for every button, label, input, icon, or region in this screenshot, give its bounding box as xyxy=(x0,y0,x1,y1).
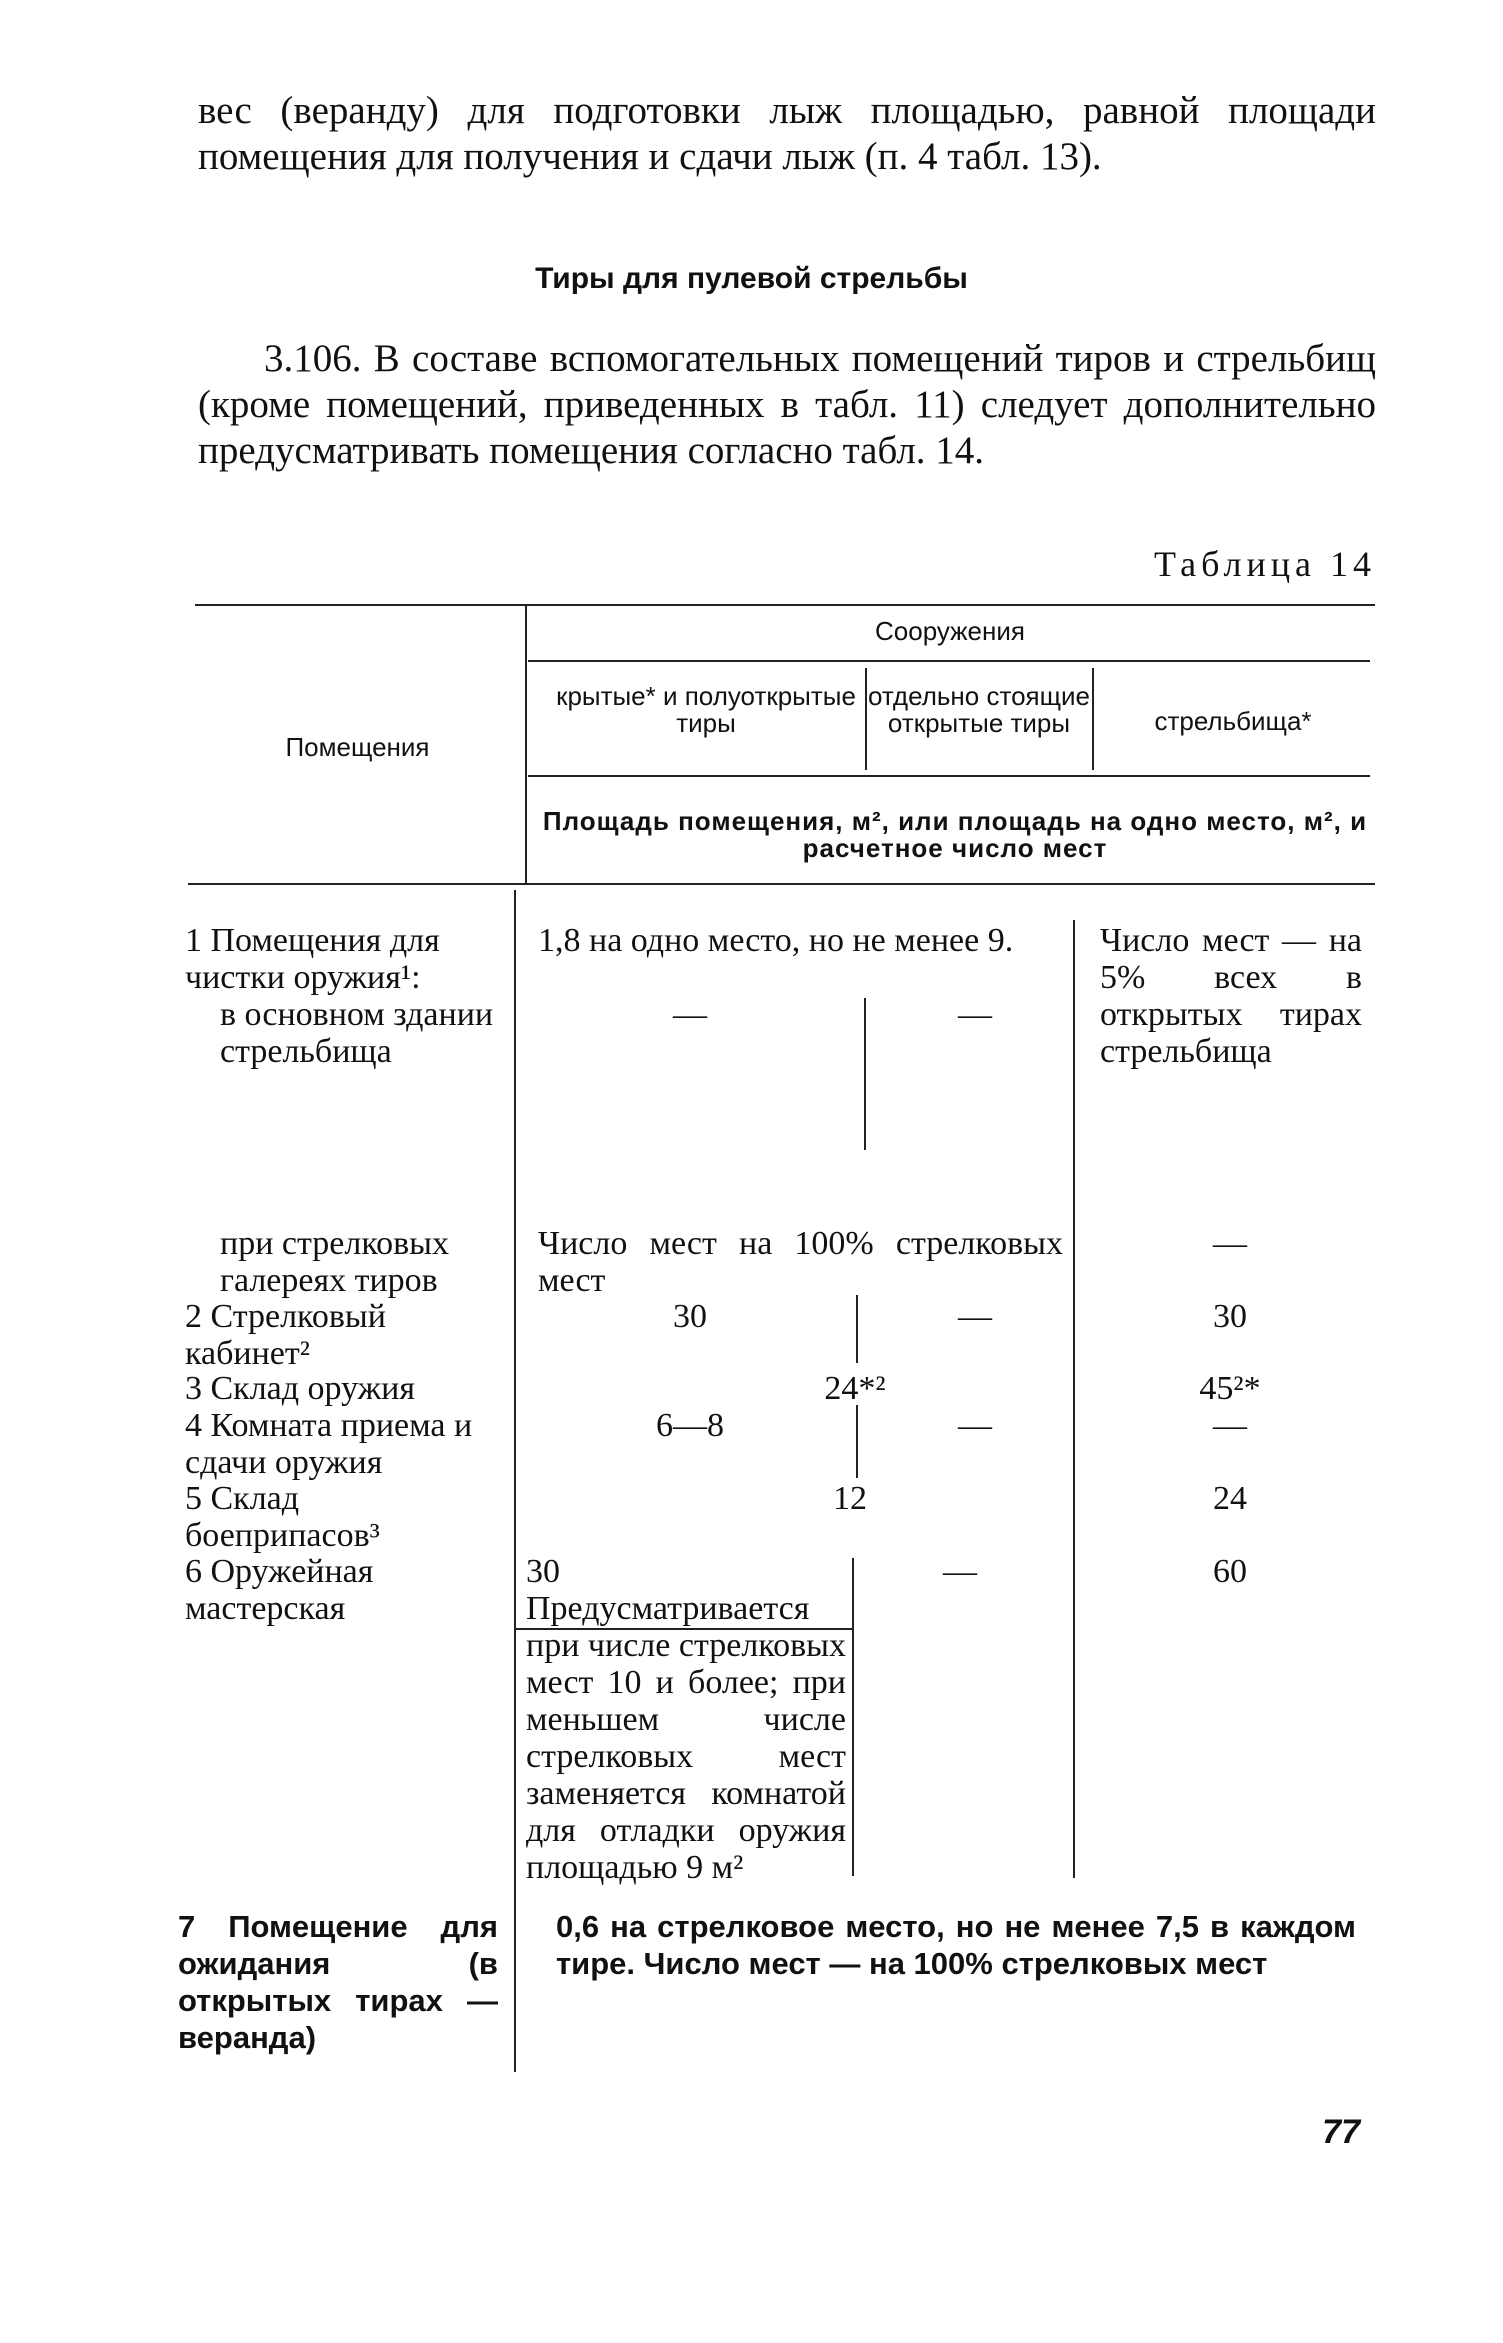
row5-merged: 12 xyxy=(833,1480,867,1517)
row1-dash-b: — xyxy=(958,996,992,1033)
section-heading: Тиры для пулевой стрельбы xyxy=(535,262,968,295)
header-detached-ranges: отдельно стоящие открытые тиры xyxy=(868,681,1090,738)
header-bottom-rule xyxy=(188,883,1375,885)
row4-inner-divider xyxy=(856,1405,858,1478)
row1-covered-value: 1,8 на одно место, но не менее 9. xyxy=(538,922,1014,959)
intro-paragraph: вес (веранду) для подготовки лыж площадью, равной площади помещения для получения и сдачи лыж (п. 4 табл. 13). xyxy=(198,89,1376,178)
row5-ranges: 24 xyxy=(1213,1480,1247,1517)
structures-rule xyxy=(528,660,1370,662)
header-rooms: Помещения xyxy=(285,732,430,762)
row2-inner-divider xyxy=(856,1295,858,1363)
row1-subname-main: в основном здании стрельбища xyxy=(220,996,494,1070)
row6-name: 6 Оружейная мастерская xyxy=(185,1553,374,1627)
row4-name: 4 Комната приема и сдачи оружия xyxy=(185,1407,473,1481)
row4-detached: — xyxy=(958,1407,992,1444)
header-divider-1 xyxy=(865,668,867,770)
row1-dash-a: — xyxy=(673,996,707,1033)
body-col-divider xyxy=(514,890,516,2072)
header-area-line: Площадь помещения, м², или площадь на одно место, м², и расчетное число мест xyxy=(542,806,1368,863)
subheader-rule xyxy=(528,775,1370,777)
header-covered-ranges: крытые* и полуоткрытые тиры xyxy=(556,681,856,738)
row2-ranges: 30 xyxy=(1213,1298,1247,1335)
row2-detached: — xyxy=(958,1298,992,1335)
row2-name: 2 Стрелковый кабинет² xyxy=(185,1298,386,1372)
table-caption: Таблица 14 xyxy=(1154,544,1376,584)
header-structures: Сооружения xyxy=(875,616,1025,646)
header-col-divider xyxy=(525,606,527,884)
row2-covered: 30 xyxy=(673,1298,707,1335)
row1-ranges-value: Число мест — на 5% всех в открытых тирах стрельбища xyxy=(1100,922,1362,1070)
ranges-col-divider xyxy=(1073,920,1075,1878)
header-divider-2 xyxy=(1092,668,1094,770)
row7-value: 0,6 на стрелковое место, но не менее 7,5 в каждом тире. Число мест — на 100% стрелковых мест xyxy=(556,1909,1356,1981)
page-number: 77 xyxy=(1322,2113,1360,2151)
header-shooting-ranges: стрельбища* xyxy=(1154,706,1312,736)
row3-ranges: 45²* xyxy=(1199,1370,1261,1407)
row6-inner-divider xyxy=(852,1558,854,1876)
row1-gallery-value: Число мест на 100% стрелковых мест xyxy=(538,1225,1063,1299)
paragraph-3-106: 3.106. В составе вспомогательных помещений тиров и стрельбищ (кроме помещений, приведенных в табл. 11) следует дополнительно предусматривать помещения согласно табл. 14. xyxy=(198,337,1376,472)
row3-merged: 24*² xyxy=(824,1370,886,1407)
row1-gallery-ranges: — xyxy=(1213,1225,1247,1262)
row3-name: 3 Склад оружия xyxy=(185,1370,415,1407)
row5-name: 5 Склад боеприпасов³ xyxy=(185,1480,380,1554)
row1-subname-gallery: при стрелковых галереях тиров xyxy=(220,1225,450,1299)
row4-ranges: — xyxy=(1213,1407,1247,1444)
row1-inner-divider xyxy=(864,998,866,1150)
row6-detached: — xyxy=(943,1553,977,1590)
table-top-rule xyxy=(195,604,1375,606)
row6-covered: 30 Предусматривается при числе стрелковых мест 10 и более; при меньшем числе стрелковых мест заменяется комнатой для отладки оружия площадью 9 м² xyxy=(526,1553,846,1886)
row7-name: 7 Помещение для ожидания (в открытых тирах — веранда) xyxy=(178,1909,498,2055)
row4-covered: 6—8 xyxy=(656,1407,724,1444)
row6-ranges: 60 xyxy=(1213,1553,1247,1590)
row1-name: 1 Помещения для чистки оружия¹: xyxy=(185,922,440,996)
